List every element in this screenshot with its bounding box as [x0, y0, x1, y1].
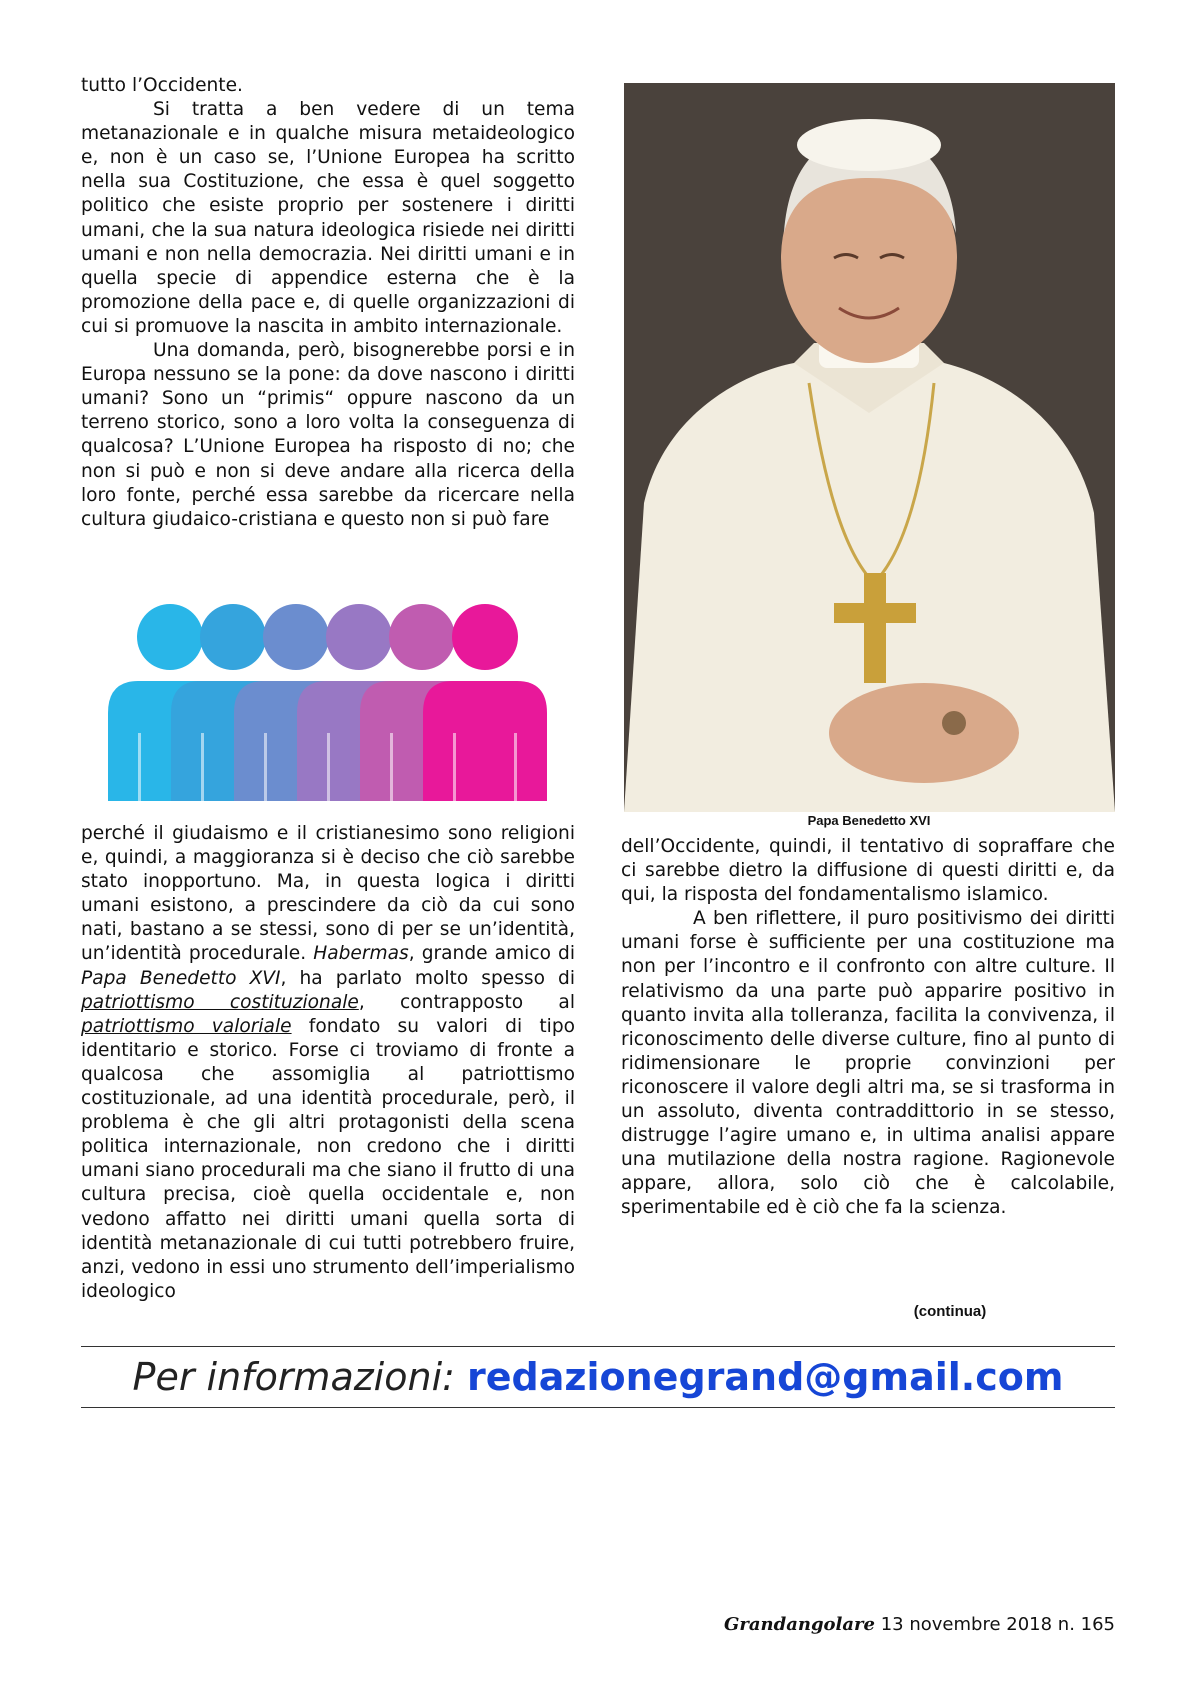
- name-habermas: Habermas: [313, 943, 409, 965]
- issue-info: 13 novembre 2018 n. 165: [875, 1614, 1115, 1635]
- left-column-top: [81, 74, 575, 532]
- info-label: Per informazioni:: [132, 1355, 468, 1399]
- paragraph: tutto l’Occidente.: [81, 75, 243, 96]
- pope-photo: [624, 83, 1115, 812]
- info-banner: [81, 1352, 1115, 1402]
- hands: [829, 683, 1019, 783]
- paragraph: Si tratta a ben vedere di un tema metanazionale e in qualche misura metaideologico e, non è un caso se, l’Unione Europea ha scritto nella sua Costituzione, che essa è quel soggetto politico che esiste proprio per sostenere i diritti umani, che la sua natura ideologica risiede nei diritti umani e non nella democrazia. Nei diritti umani e in quella specie di appendice esterna che è la promozione della pace e, di quelle organizzazioni di cui si promuove la nascita in ambito internazionale.: [81, 99, 575, 337]
- photo-caption: Papa Benedetto XVI: [807, 813, 931, 828]
- continua-label: (continua): [913, 1303, 987, 1320]
- term-patriottismo-valoriale: patriottismo valoriale: [81, 1015, 292, 1037]
- text-run: , ha parlato molto spesso di: [280, 967, 575, 989]
- name-papa: Papa Benedetto XVI: [81, 967, 281, 989]
- left-column-bottom: [81, 822, 575, 1304]
- ring-icon: [942, 711, 966, 735]
- magazine-name: Grandangolare: [724, 1614, 875, 1635]
- divider-top: [81, 1346, 1115, 1347]
- text-run: , grande amico di: [408, 943, 576, 965]
- right-column: [621, 835, 1115, 1221]
- people-illustration: [108, 603, 576, 801]
- text-run: fondato su valori di tipo identitario e storico. Forse ci troviamo di fronte a qualcosa che assomiglia al patriottismo costituzionale, ad una identità procedurale, però, il problema è che gli altri protagonisti della scena politica internazionale, non credono che i diritti umani siano procedurali ma che siano il frutto di una cultura precisa, cioè quella occidentale e, non vedono affatto nei diritti umani quella sorta di identità metanazionale di cui tutti potrebbero fruire, anzi, vedono in essi uno strumento dell’imperialismo ideologico: [81, 1015, 575, 1302]
- paragraph: Una domanda, però, bisognerebbe porsi e in Europa nessuno se la pone: da dove nascono i diritti umani? Sono un “primis“ oppure nascono da un terreno storico, sono a loro volta la conseguenza di qualcosa? L’Unione Europea ha risposto di no; che non si può e non si deve andare alla ricerca della loro fonte, perché essa sarebbe da ricercare nella cultura giudaico-cristiana e questo non si può fare: [81, 340, 575, 530]
- paragraph: A ben riflettere, il puro positivismo dei diritti umani forse è sufficiente per una costituzione ma non per l’incontro e il confronto con altre culture. Il relativismo da una parte può apparire positivo in quanto invita alla tolleranza, facilita la convivenza, il riconoscimento delle diverse culture, fino al punto di ridimensionare le proprie convinzioni per riconoscere il valore degli altri ma, se si trasforma in un assoluto, diventa contraddittorio in se stesso, distrugge l’agire umano e, in ultima analisi appare una mutilazione della nostra ragione. Ragionevole appare, allora, solo ciò che è calcolabile, sperimentabile ed è ciò che fa la scienza.: [621, 908, 1115, 1219]
- text-run: , contrapposto al: [358, 991, 575, 1013]
- paragraph: [81, 822, 575, 1304]
- divider-bottom: [81, 1407, 1115, 1408]
- text-run: perché il giudaismo e il cristianesimo sono religioni e, quindi, a maggioranza si è deciso che ciò sarebbe stato inopportuno. Ma, in questa logica i diritti umani esistono, a prescindere da ciò da cui sono nati, bastano a se stessi, sono di per se un’identità, un’identità procedurale.: [81, 823, 575, 965]
- paragraph: dell’Occidente, quindi, il tentativo di sopraffare che ci sarebbe dietro la diffusione di questi diritti e, da qui, la risposta del fondamentalismo islamico.: [621, 836, 1115, 906]
- email-link[interactable]: redazionegrand@gmail.com: [467, 1355, 1064, 1399]
- zucchetto: [797, 119, 941, 171]
- term-patriottismo-costituzionale: patriottismo costituzionale: [81, 991, 359, 1013]
- footer: [724, 1614, 1115, 1635]
